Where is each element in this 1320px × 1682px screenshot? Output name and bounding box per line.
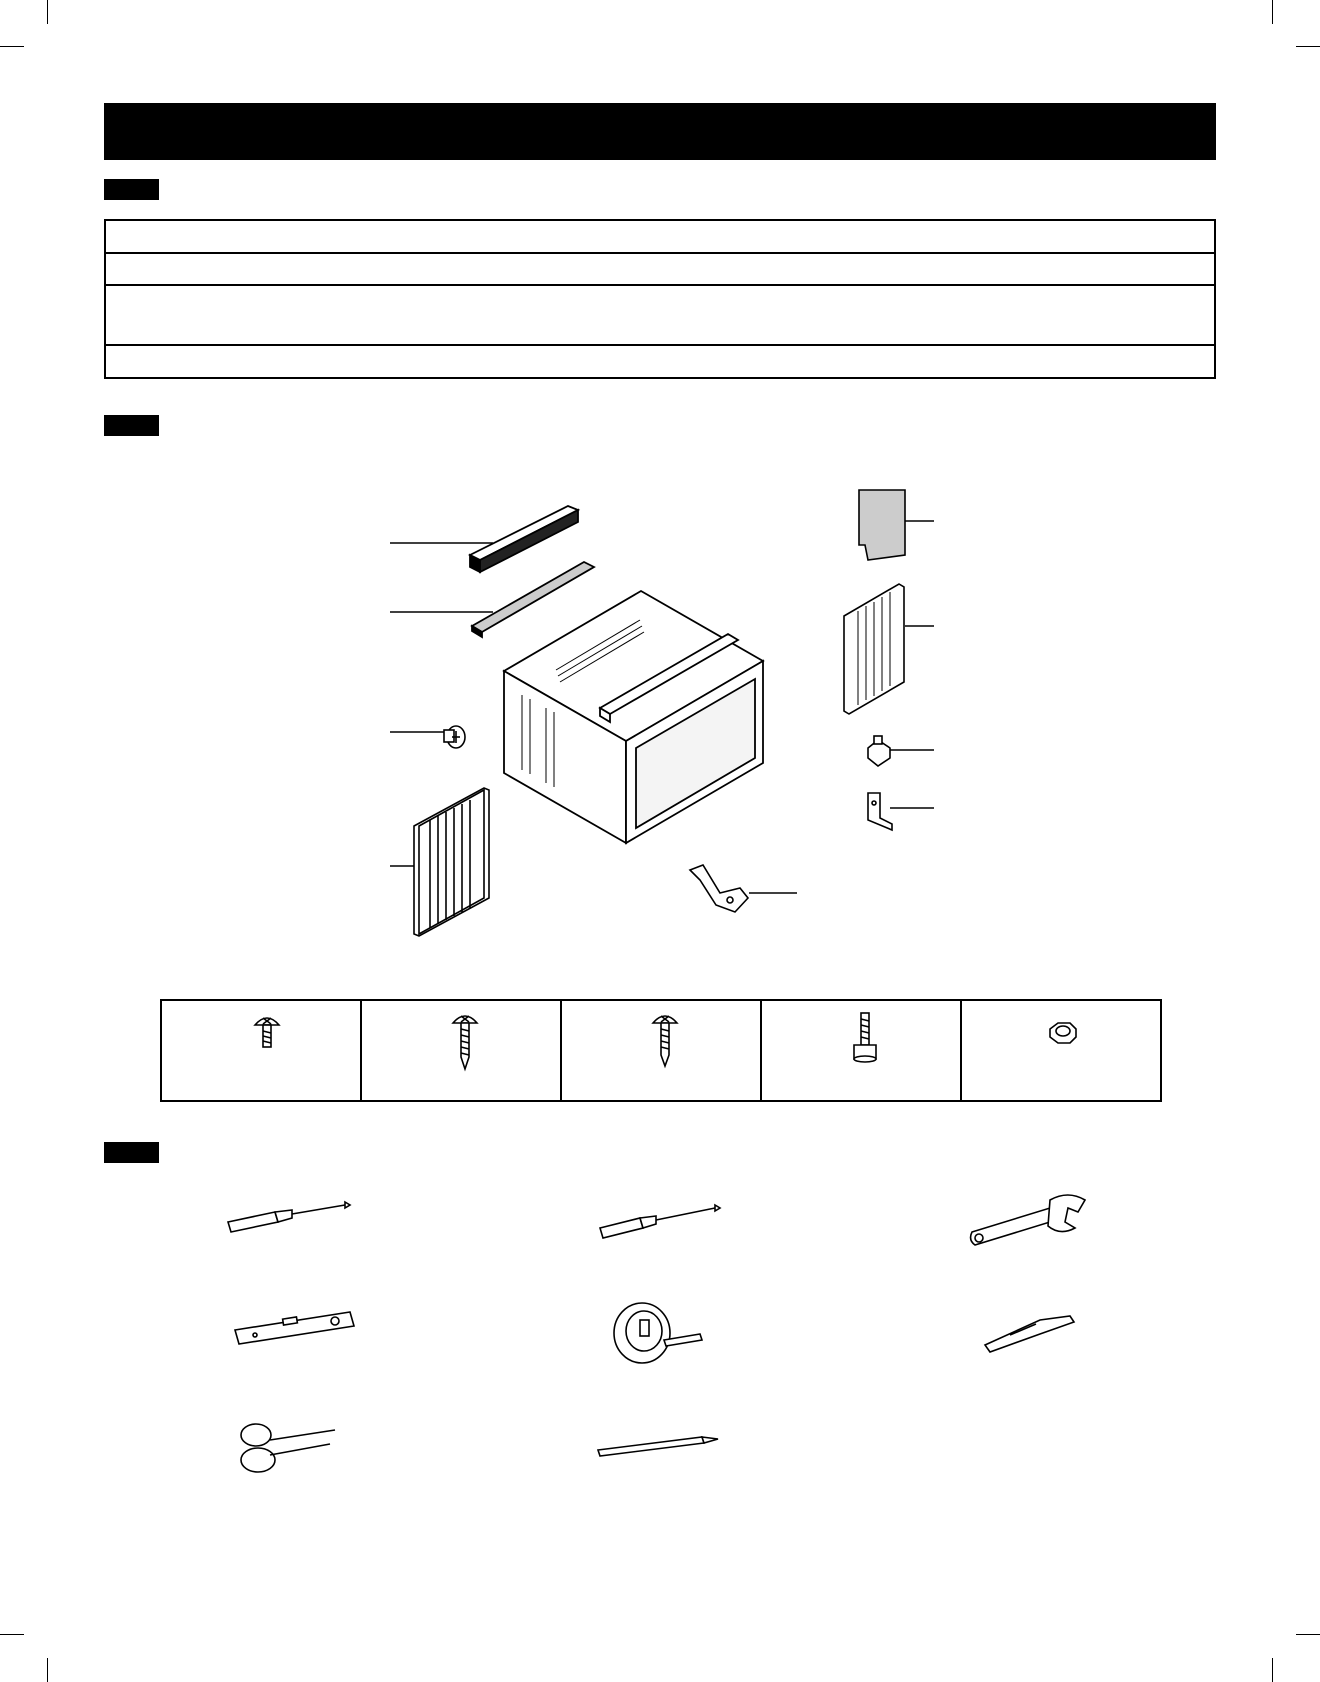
phillips-screwdriver-icon: [228, 1202, 350, 1232]
pencil-icon: [598, 1437, 718, 1456]
flat-screwdriver-icon: [600, 1205, 720, 1238]
scissors-icon: [241, 1424, 335, 1472]
adjustable-wrench-icon: [971, 1195, 1085, 1245]
level-icon: [235, 1312, 354, 1344]
utility-knife-icon: [985, 1316, 1074, 1352]
tape-measure-icon: [614, 1303, 702, 1363]
